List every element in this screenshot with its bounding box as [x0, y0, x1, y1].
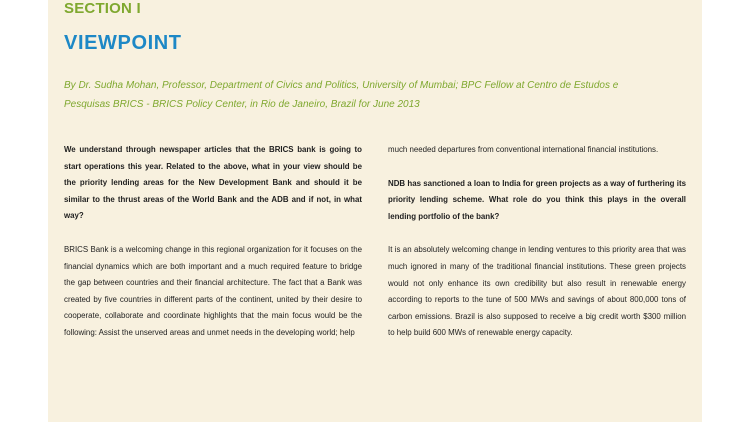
interview-answer: It is an absolutely welcoming change in lending ventures to this priority area that was much ignored in many of the traditional financial institutions. These green projects would not only enhance its own credibility but also result in renewable energy according to reports to the tune of 500 MWs and savings of about 800,000 tons of carbon emissions. Brazil is also supposed to receive a big credit worth $300 million to help build 600 MWs of renewable energy capacity. — [388, 245, 686, 338]
author-byline: By Dr. Sudha Mohan, Professor, Department of Civics and Politics, University of Mumbai; BPC Fellow at Centro de Estudos e Pesquisas BRICS - BRICS Policy Center, in Rio de Janeiro, Brazil for June 2013 — [64, 80, 619, 110]
page-title: VIEWPOINT — [64, 32, 182, 54]
left-column — [64, 142, 362, 359]
document-page — [48, 0, 702, 422]
right-column — [388, 142, 686, 359]
interview-question: NDB has sanctioned a loan to India for green projects as a way of furthering its priority lending scheme. What role do you think this plays in the overall lending portfolio of the bank? — [388, 178, 686, 221]
section-label: SECTION I — [64, 0, 141, 17]
answer-continuation: much needed departures from conventional international financial institutions. — [388, 145, 659, 154]
interview-answer: BRICS Bank is a welcoming change in this regional organization for it focuses on the financial dynamics which are both important and a much required feature to bridge the gap between countries and their financial architecture. The fact that a Bank was created by five countries in different parts of the continent, united by their desire to cooperate, collaborate and coordinate highlights that the main focus would be the following: Assist the unserved areas and unmet needs in the developing world; help — [64, 244, 362, 337]
interview-question: We understand through newspaper articles that the BRICS bank is going to start operations this year. Related to the above, what in your view should be the priority lending areas for the New Development Bank and should it be similar to the thrust areas of the World Bank and the ADB and if not, in what way? — [64, 145, 362, 221]
